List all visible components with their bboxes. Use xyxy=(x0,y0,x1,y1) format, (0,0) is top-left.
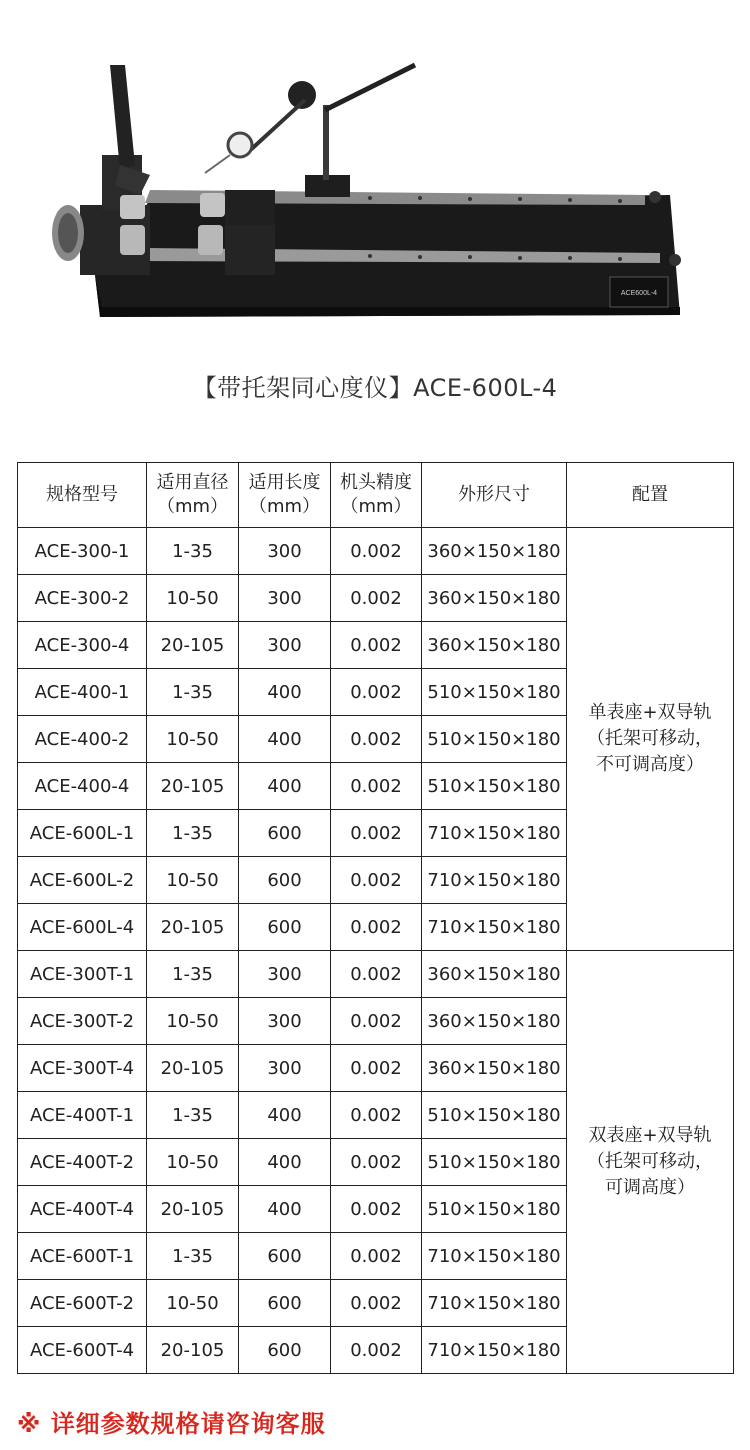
config-line: （托架可移动， xyxy=(587,728,713,749)
cell-precision: 0.002 xyxy=(331,669,422,716)
cell-precision: 0.002 xyxy=(331,998,422,1045)
cell-model: ACE-600L-1 xyxy=(18,810,147,857)
cell-precision: 0.002 xyxy=(331,857,422,904)
cell-precision: 0.002 xyxy=(331,528,422,575)
cell-dimensions: 510×150×180 xyxy=(422,763,567,810)
cell-model: ACE-300T-1 xyxy=(18,951,147,998)
cell-model: ACE-400T-1 xyxy=(18,1092,147,1139)
cell-dimensions: 510×150×180 xyxy=(422,716,567,763)
cell-precision: 0.002 xyxy=(331,763,422,810)
config-line: 双表座+双导轨 xyxy=(588,1125,712,1146)
cell-diameter: 1-35 xyxy=(147,810,239,857)
plate-brand-text: ACE600L-4 xyxy=(620,290,658,297)
cell-precision: 0.002 xyxy=(331,1045,422,1092)
cell-model: ACE-400-1 xyxy=(18,669,147,716)
cell-dimensions: 360×150×180 xyxy=(422,951,567,998)
cell-diameter: 1-35 xyxy=(147,669,239,716)
cell-precision: 0.002 xyxy=(331,622,422,669)
cell-precision: 0.002 xyxy=(331,951,422,998)
consult-note: ※ 详细参数规格请咨询客服 xyxy=(17,1410,326,1438)
cell-model: ACE-400T-2 xyxy=(18,1139,147,1186)
cell-length: 300 xyxy=(239,528,331,575)
cell-precision: 0.002 xyxy=(331,575,422,622)
cell-precision: 0.002 xyxy=(331,716,422,763)
cell-precision: 0.002 xyxy=(331,1139,422,1186)
cell-dimensions: 710×150×180 xyxy=(422,1327,567,1374)
cell-diameter: 10-50 xyxy=(147,1139,239,1186)
cell-length: 600 xyxy=(239,810,331,857)
cell-dimensions: 510×150×180 xyxy=(422,669,567,716)
cell-length: 300 xyxy=(239,951,331,998)
cell-precision: 0.002 xyxy=(331,1327,422,1374)
cell-dimensions: 510×150×180 xyxy=(422,1139,567,1186)
cell-diameter: 1-35 xyxy=(147,528,239,575)
cell-dimensions: 360×150×180 xyxy=(422,528,567,575)
cell-dimensions: 360×150×180 xyxy=(422,998,567,1045)
table-row xyxy=(18,951,734,998)
cell-diameter: 20-105 xyxy=(147,1327,239,1374)
cell-length: 300 xyxy=(239,622,331,669)
header-config: 配置 xyxy=(567,463,734,528)
cell-model: ACE-600T-1 xyxy=(18,1233,147,1280)
cell-dimensions: 710×150×180 xyxy=(422,904,567,951)
cell-diameter: 20-105 xyxy=(147,1186,239,1233)
cell-config xyxy=(567,951,734,1374)
header-diameter: 适用直径 （mm） xyxy=(147,463,239,528)
cell-length: 600 xyxy=(239,1233,331,1280)
cell-length: 400 xyxy=(239,716,331,763)
cell-precision: 0.002 xyxy=(331,1092,422,1139)
cell-precision: 0.002 xyxy=(331,810,422,857)
cell-dimensions: 710×150×180 xyxy=(422,1233,567,1280)
cell-diameter: 20-105 xyxy=(147,622,239,669)
cell-diameter: 10-50 xyxy=(147,716,239,763)
product-caption: 【带托架同心度仪】ACE-600L-4 xyxy=(192,374,558,402)
cell-model: ACE-600L-2 xyxy=(18,857,147,904)
cell-model: ACE-600T-4 xyxy=(18,1327,147,1374)
cell-diameter: 20-105 xyxy=(147,904,239,951)
header-row xyxy=(18,463,734,528)
cell-diameter: 10-50 xyxy=(147,1280,239,1327)
config-line: （托架可移动， xyxy=(587,1151,713,1172)
cell-length: 600 xyxy=(239,1327,331,1374)
cell-diameter: 1-35 xyxy=(147,1092,239,1139)
table-row xyxy=(18,528,734,575)
cell-precision: 0.002 xyxy=(331,904,422,951)
cell-length: 400 xyxy=(239,1186,331,1233)
config-line: 单表座+双导轨 xyxy=(588,702,712,723)
cell-model: ACE-300-4 xyxy=(18,622,147,669)
cell-length: 300 xyxy=(239,998,331,1045)
cell-length: 400 xyxy=(239,1092,331,1139)
product-photo xyxy=(40,45,710,345)
cell-model: ACE-300-1 xyxy=(18,528,147,575)
header-precision: 机头精度 （mm） xyxy=(331,463,422,528)
cell-precision: 0.002 xyxy=(331,1280,422,1327)
cell-length: 600 xyxy=(239,857,331,904)
cell-dimensions: 360×150×180 xyxy=(422,1045,567,1092)
cell-diameter: 10-50 xyxy=(147,857,239,904)
cell-dimensions: 510×150×180 xyxy=(422,1092,567,1139)
cell-diameter: 20-105 xyxy=(147,763,239,810)
cell-model: ACE-600T-2 xyxy=(18,1280,147,1327)
cell-model: ACE-400-4 xyxy=(18,763,147,810)
cell-dimensions: 710×150×180 xyxy=(422,857,567,904)
cell-diameter: 1-35 xyxy=(147,951,239,998)
cell-model: ACE-300-2 xyxy=(18,575,147,622)
header-dimensions: 外形尺寸 xyxy=(422,463,567,528)
cell-config xyxy=(567,528,734,951)
cell-model: ACE-300T-4 xyxy=(18,1045,147,1092)
header-length: 适用长度 （mm） xyxy=(239,463,331,528)
cell-length: 400 xyxy=(239,763,331,810)
cell-length: 600 xyxy=(239,1280,331,1327)
cell-dimensions: 360×150×180 xyxy=(422,622,567,669)
cell-diameter: 20-105 xyxy=(147,1045,239,1092)
cell-precision: 0.002 xyxy=(331,1186,422,1233)
cell-model: ACE-400-2 xyxy=(18,716,147,763)
cell-length: 400 xyxy=(239,669,331,716)
cell-diameter: 1-35 xyxy=(147,1233,239,1280)
cell-diameter: 10-50 xyxy=(147,998,239,1045)
cell-dimensions: 710×150×180 xyxy=(422,1280,567,1327)
cell-dimensions: 510×150×180 xyxy=(422,1186,567,1233)
cell-dimensions: 360×150×180 xyxy=(422,575,567,622)
cell-model: ACE-600L-4 xyxy=(18,904,147,951)
cell-model: ACE-300T-2 xyxy=(18,998,147,1045)
cell-dimensions: 710×150×180 xyxy=(422,810,567,857)
config-line: 不可调高度） xyxy=(596,754,704,775)
config-line: 可调高度） xyxy=(605,1177,695,1198)
spec-table xyxy=(17,462,734,1374)
cell-model: ACE-400T-4 xyxy=(18,1186,147,1233)
cell-precision: 0.002 xyxy=(331,1233,422,1280)
cell-length: 300 xyxy=(239,575,331,622)
cell-length: 400 xyxy=(239,1139,331,1186)
cell-length: 300 xyxy=(239,1045,331,1092)
cell-length: 600 xyxy=(239,904,331,951)
cell-diameter: 10-50 xyxy=(147,575,239,622)
header-model: 规格型号 xyxy=(18,463,147,528)
